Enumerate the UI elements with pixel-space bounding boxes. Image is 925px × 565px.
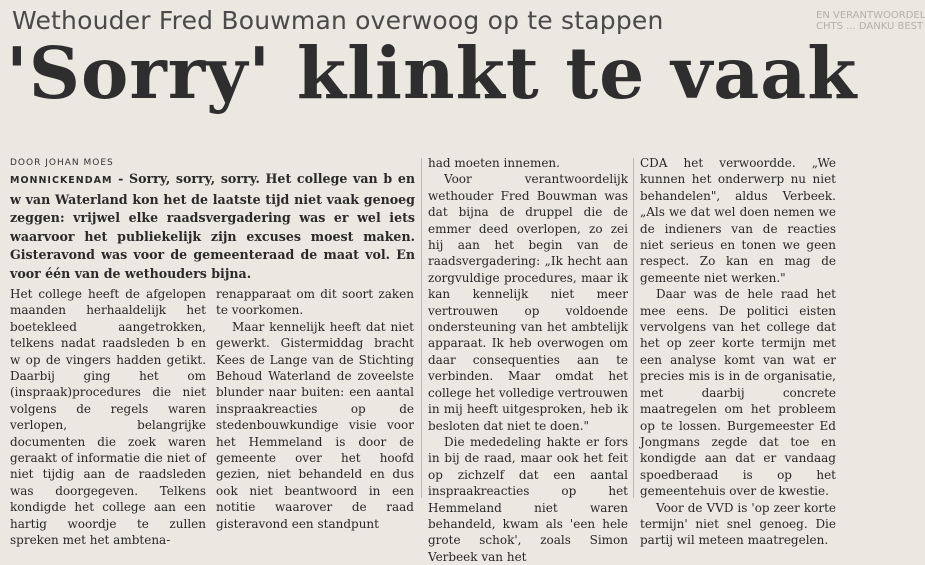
lead-paragraph: [10, 170, 415, 283]
column-3: [428, 155, 628, 565]
column-divider: [421, 158, 422, 498]
paragraph: CDA het verwoordde. „We kunnen het onderwerp nu niet behandelen", aldus Verbeek. „Als we dat wel doen nemen we de indieners van de reacties niet serieus en tonen we geen respect. Zo kan en mag de gemeente niet werken.": [640, 156, 836, 285]
bleed-line: EN VERANTWOORDEL: [816, 10, 925, 21]
lead-text: - Sorry, sorry, sorry. Het college van b en w van Waterland kon het de laatste tijd niet vaak genoeg zeggen: vrijwel elke raadsvergadering was er wel iets waarvoor het publiekelijk zijn excuses moest maken. Gisteravond was voor de gemeenteraad de maat vol. En voor één van de wethouders bijna.: [10, 171, 415, 281]
paragraph: Daar was de hele raad het mee eens. De politici eisten vervolgens van het college dat het op zeer korte termijn met een analyse komt van wat er precies mis is in de organisatie, met daarbij concrete maatregelen om het probleem op te lossen. Burgemeester Ed Jongmans zegde dat toe en kondigde aan dat er vandaag spoedberaad is op het gemeentehuis over de kwestie.: [640, 287, 836, 499]
paragraph: Die mededeling hakte er fors in bij de raad, maar ook het feit op zichzelf dat een aantal inspraakreacties op het Hemmeland niet waren behandeld, kwam als 'een hele grote schok', zoals Simon Verbeek van het: [428, 434, 628, 564]
column-4: [640, 155, 836, 549]
paragraph: Het college heeft de afgelopen maanden herhaaldelijk het boetekleed aangetrokken, telkens nadat raadsleden b en w op de vingers hadden getikt. Daarbij ging het om (inspraak)procedures die niet volgens de regels waren verlopen, belangrijke documenten die zoek waren geraakt of informatie die niet of niet tijdig aan de raadsleden was doorgegeven. Telkens kondigde het college aan een hartig woordje te zullen spreken met het ambtena-: [10, 287, 206, 548]
bleed-through-text: [816, 10, 925, 32]
column-1: [10, 286, 206, 549]
paragraph: had moeten innemen.: [428, 156, 560, 170]
paragraph: Maar kennelijk heeft dat niet gewerkt. Gistermiddag bracht Kees de Lange van de Stichting Behoud Waterland de zoveelste blunder naar buiten: een aantal inspraakreacties op de stedenbouwkundige visie voor het Hemmeland is door de gemeente over het hoofd gezien, niet behandeld en dus ook niet beantwoord in een notitie waarover de raad gisteravond een standpunt: [216, 319, 414, 531]
column-divider: [633, 158, 634, 498]
bleed-line: CHTS ... DANKU BEST: [816, 21, 924, 32]
byline: DOOR JOHAN MOES: [10, 158, 114, 168]
paragraph: renapparaat om dit soort zaken te voorkomen.: [216, 287, 414, 318]
column-2: [216, 286, 414, 532]
dateline: MONNICKENDAM: [10, 175, 113, 186]
kicker: Wethouder Fred Bouwman overwoog op te stappen: [12, 6, 664, 35]
headline: 'Sorry' klinkt te vaak: [6, 31, 858, 115]
paragraph: Voor de VVD is 'op zeer korte termijn' niet snel genoeg. Die partij wil meteen maatregelen.: [640, 500, 836, 548]
paragraph: Voor verantwoordelijk wethouder Fred Bouwman was dat bijna de druppel die de emmer deed overlopen, zo zei hij aan het begin van de raadsvergadering: „Ik hecht aan zorgvuldige procedures, maar ik kan kennelijk niet meer vertrouwen op voldoende ondersteuning van het ambtelijk apparaat. Ik heb overwogen om daar consequenties aan te verbinden. Maar omdat het college het volledige vertrouwen in mij heeft uitgesproken, heb ik besloten dat niet te doen.": [428, 172, 628, 433]
